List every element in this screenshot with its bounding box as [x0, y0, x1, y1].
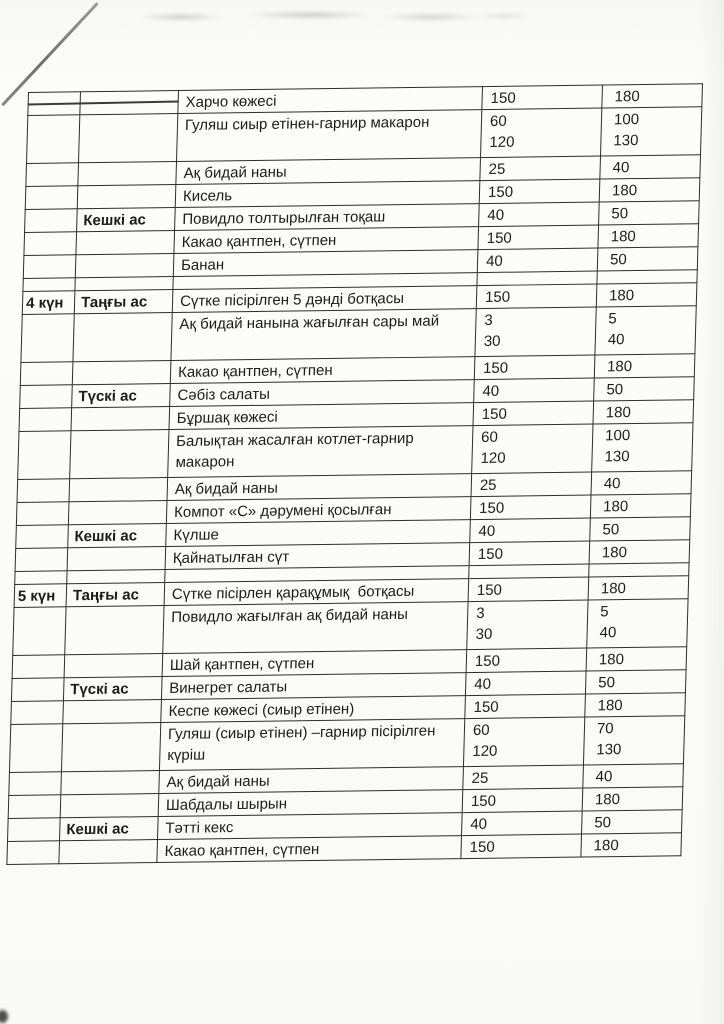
dish-cell: Ақ бидай наны	[176, 158, 481, 185]
dish-cell: Гуляш сиыр етінен-гарнир макарон	[176, 110, 481, 162]
menu-table	[6, 83, 703, 865]
day-cell	[17, 479, 70, 503]
dish-cell: Повидло толтырылған тоқаш	[175, 204, 480, 231]
meal-cell	[78, 114, 177, 163]
portion-large-cell: 50	[599, 201, 700, 225]
meal-cell: Таңғы ас	[66, 583, 165, 607]
day-cell	[20, 385, 73, 409]
portion-large-cell: 50	[597, 247, 698, 271]
meal-cell	[67, 547, 166, 571]
portion-large-cell: 180	[586, 647, 687, 671]
meal-cell: Кешкі ас	[68, 524, 167, 548]
portion-small-cell: 150	[468, 577, 589, 602]
day-cell	[23, 255, 76, 279]
meal-cell	[75, 254, 174, 278]
portion-small-cell: 150	[466, 648, 587, 673]
dish-cell: Банан	[173, 250, 478, 277]
day-cell	[15, 548, 68, 572]
portion-small-cell: 150	[469, 541, 590, 566]
portion-small-cell: 25	[463, 765, 584, 790]
dish-cell: Сәбіз салаты	[170, 380, 475, 407]
portion-large-cell: 70 130	[583, 716, 684, 765]
dish-cell: Компот «С» дәрумені қосылған	[166, 497, 471, 524]
day-cell	[18, 431, 71, 480]
meal-cell	[69, 478, 168, 502]
dish-cell: Күлше	[166, 520, 471, 547]
scan-speck	[0, 1010, 8, 1023]
day-cell	[9, 772, 62, 796]
portion-small-cell: 150	[478, 225, 599, 250]
meal-cell	[65, 606, 164, 655]
meal-cell	[77, 185, 176, 209]
portion-large-cell: 180	[599, 178, 700, 202]
portion-large-cell: 40	[600, 155, 701, 179]
portion-small-cell: 3 30	[475, 307, 596, 357]
day-cell	[20, 362, 73, 386]
day-cell	[8, 795, 61, 819]
dish-cell: Какао қантпен, сүтпен	[157, 836, 462, 863]
portion-large-cell: 50	[585, 670, 686, 694]
portion-small-cell: 40	[477, 248, 598, 273]
dish-cell: Повидло жағылған ақ бидай наны	[163, 602, 468, 654]
portion-small-cell: 150	[479, 179, 600, 204]
day-cell	[19, 408, 72, 432]
portion-large-cell: 5 40	[595, 306, 696, 355]
portion-small-cell: 40	[465, 671, 586, 696]
portion-small-cell: 150	[482, 85, 603, 110]
portion-large-cell: 180	[596, 283, 697, 307]
table-row	[21, 306, 696, 363]
meal-cell	[78, 162, 177, 186]
dish-cell: Сүтке пісірілген 5 дәнді ботқасы	[172, 286, 477, 313]
empty-cell	[597, 270, 697, 284]
empty-cell	[67, 570, 165, 584]
empty-cell	[15, 571, 67, 585]
day-cell	[21, 314, 74, 363]
day-cell	[25, 186, 78, 210]
empty-cell	[75, 277, 173, 291]
dish-cell: Сүтке пісірлен қарақұмық ботқасы	[164, 579, 469, 606]
portion-small-cell: 40	[470, 518, 591, 543]
portion-large-cell: 5 40	[587, 599, 688, 648]
dish-cell: Шай қантпен, сүтпен	[162, 650, 467, 677]
portion-small-cell: 150	[462, 788, 583, 813]
portion-large-cell: 180	[598, 224, 699, 248]
meal-cell: Түскі ас	[72, 384, 171, 408]
portion-small-cell: 150	[461, 834, 582, 859]
dish-cell: Винегрет салаты	[161, 673, 466, 700]
day-cell	[26, 115, 79, 164]
portion-large-cell: 50	[594, 377, 695, 401]
portion-large-cell: 180	[593, 400, 694, 424]
dish-cell: Кисель	[175, 181, 480, 208]
dish-cell: Бұршақ көжесі	[169, 403, 474, 430]
empty-cell	[23, 278, 75, 292]
day-cell	[7, 841, 60, 865]
table-row	[26, 107, 701, 164]
dish-cell: Балықтан жасалған котлет-гарнир макарон	[168, 426, 473, 478]
meal-cell	[60, 794, 159, 818]
portion-large-cell: 180	[602, 84, 703, 108]
dish-cell: Қайнатылған сүт	[165, 543, 470, 570]
dish-cell: Шабдалы шырын	[158, 790, 463, 817]
portion-small-cell: 150	[473, 401, 594, 426]
dish-cell: Ақ бидай нанына жағылған сары май	[171, 309, 476, 361]
day-cell	[12, 655, 65, 679]
dish-cell: Какао қантпен, сүтпен	[170, 357, 475, 384]
meal-cell	[71, 407, 170, 431]
table-row	[9, 716, 684, 773]
portion-large-cell: 180	[582, 787, 683, 811]
day-cell	[16, 502, 69, 526]
dish-cell: Харчо көжесі	[178, 87, 483, 114]
day-cell: 5 күн	[14, 584, 67, 608]
dish-cell: Какао қантпен, сүтпен	[174, 227, 479, 254]
menu-table-wrap	[6, 83, 702, 865]
portion-large-cell: 100 130	[600, 107, 701, 156]
portion-large-cell: 180	[590, 494, 691, 518]
paper-edge-shading	[698, 0, 724, 1024]
dish-cell: Тәтті кекс	[158, 813, 463, 840]
menu-table-body	[7, 84, 703, 865]
portion-small-cell: 150	[465, 694, 586, 719]
meal-cell	[72, 361, 171, 385]
portion-small-cell: 150	[474, 355, 595, 380]
meal-cell: Түскі ас	[63, 677, 162, 701]
meal-cell: Кешкі ас	[77, 208, 176, 232]
portion-small-cell: 40	[479, 202, 600, 227]
portion-large-cell: 40	[591, 471, 692, 495]
dish-cell: Ақ бидай наны	[159, 767, 464, 794]
portion-small-cell: 25	[480, 156, 601, 181]
meal-cell	[70, 430, 169, 479]
portion-small-cell: 60 120	[480, 108, 601, 158]
meal-cell	[76, 231, 175, 255]
meal-cell	[63, 700, 162, 724]
meal-cell	[73, 313, 172, 362]
meal-cell: Кешкі ас	[60, 817, 159, 841]
meal-cell	[68, 501, 167, 525]
portion-small-cell: 60 120	[463, 717, 584, 767]
portion-large-cell: 50	[590, 517, 691, 541]
portion-small-cell: 40	[474, 378, 595, 403]
portion-large-cell: 180	[585, 693, 686, 717]
portion-small-cell: 150	[470, 495, 591, 520]
day-cell: 4 күн	[22, 291, 75, 315]
dish-cell: Ақ бидай наны	[167, 474, 472, 501]
portion-large-cell: 180	[594, 354, 695, 378]
portion-small-cell: 3 30	[467, 600, 588, 650]
day-cell	[11, 701, 64, 725]
day-cell	[26, 163, 79, 187]
day-cell	[9, 724, 62, 773]
meal-cell	[61, 723, 160, 772]
portion-large-cell: 180	[581, 833, 682, 857]
day-cell	[25, 209, 78, 233]
dish-cell: Гуляш (сиыр етінен) –гарнир пісірілген күріш	[159, 719, 464, 771]
empty-cell	[589, 563, 689, 577]
portion-large-cell: 40	[583, 764, 684, 788]
day-cell	[13, 607, 66, 656]
portion-small-cell: 25	[471, 472, 592, 497]
meal-cell	[64, 654, 163, 678]
day-cell	[8, 818, 61, 842]
portion-small-cell: 40	[462, 811, 583, 836]
meal-cell: Таңғы ас	[74, 290, 173, 314]
portion-small-cell: 60 120	[472, 424, 593, 474]
table-row	[18, 423, 693, 480]
portion-large-cell: 100 130	[592, 423, 693, 472]
dish-cell: Кеспе көжесі (сиыр етінен)	[161, 696, 466, 723]
scan-smudge-artifact	[95, 6, 525, 26]
day-cell	[11, 678, 64, 702]
day-cell	[16, 525, 69, 549]
portion-large-cell: 50	[582, 810, 683, 834]
meal-cell	[59, 840, 158, 864]
portion-large-cell: 180	[588, 576, 689, 600]
portion-large-cell: 180	[589, 540, 690, 564]
day-cell	[24, 232, 77, 256]
meal-cell	[61, 771, 160, 795]
portion-small-cell: 150	[476, 284, 597, 309]
table-row	[13, 599, 688, 656]
